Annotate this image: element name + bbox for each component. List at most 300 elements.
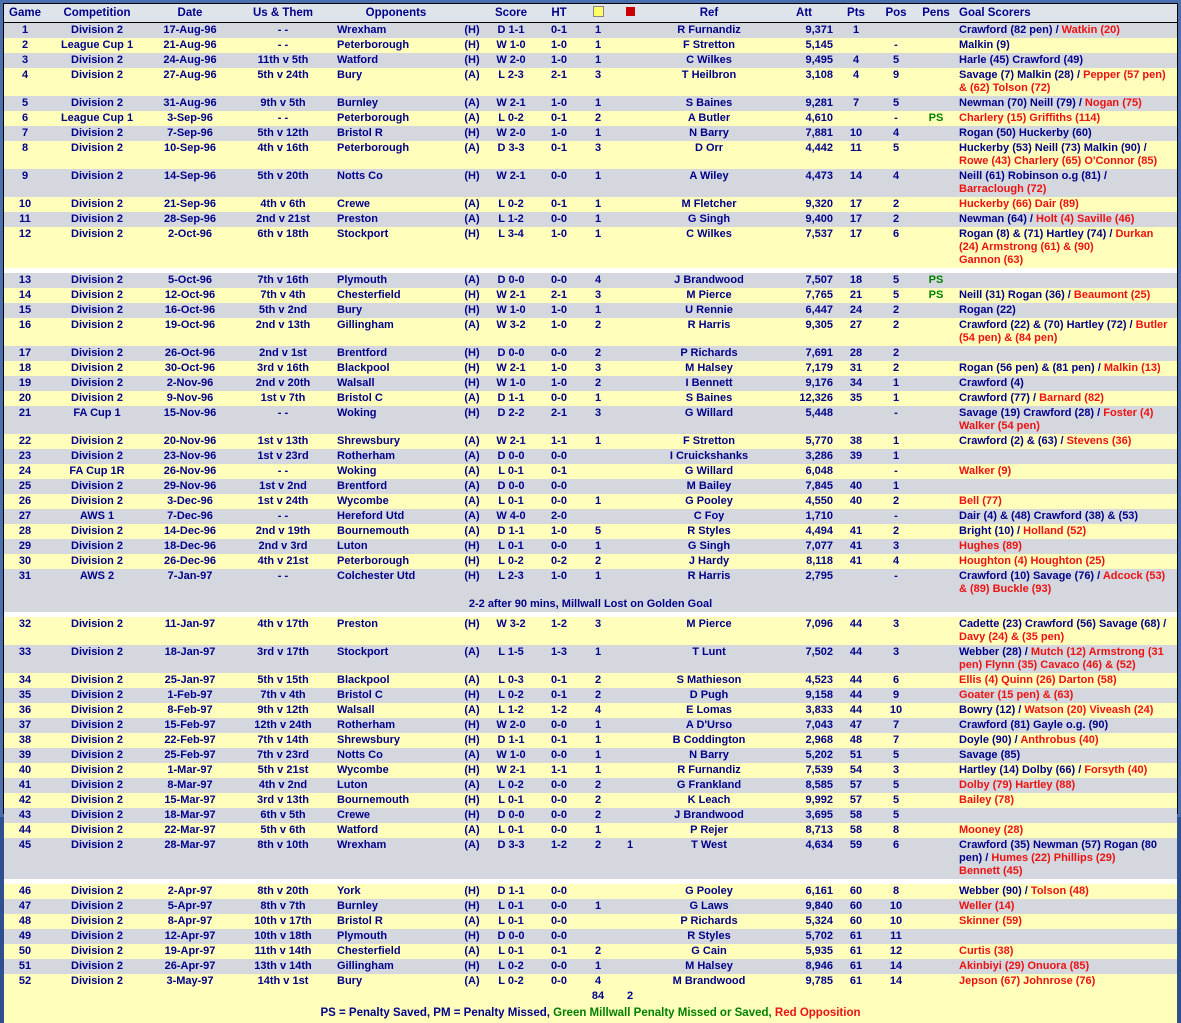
cell-home-away: (A) <box>458 197 486 212</box>
cell-yellow-cards: 1 <box>582 899 614 914</box>
cell-goal-scorers <box>956 346 1177 361</box>
table-row[interactable] <box>4 126 1177 141</box>
cell-home-away: (H) <box>458 53 486 68</box>
cell-score: L 2-3 <box>486 569 536 597</box>
cell-us-and-them: 7th v 4th <box>232 288 334 303</box>
cell-yellow-cards <box>582 914 614 929</box>
cell-score: L 0-1 <box>486 899 536 914</box>
table-row[interactable] <box>4 96 1177 111</box>
total-red-cards: 2 <box>614 989 646 1004</box>
cell-date: 19-Oct-96 <box>148 318 232 346</box>
cell-home-away: (H) <box>458 361 486 376</box>
cell-position: 8 <box>876 823 916 838</box>
cell-referee: J Hardy <box>646 554 772 569</box>
table-row[interactable] <box>4 688 1177 703</box>
cell-date: 8-Apr-97 <box>148 914 232 929</box>
cell-attendance: 9,495 <box>772 53 836 68</box>
cell-opponent: Bristol C <box>334 688 458 703</box>
cell-goal-scorers <box>956 944 1177 959</box>
cell-penalty-note <box>916 361 956 376</box>
cell-goal-scorers <box>956 509 1177 524</box>
table-row[interactable] <box>4 914 1177 929</box>
cell-goal-scorers <box>956 288 1177 303</box>
cell-goal-scorers <box>956 141 1177 169</box>
table-row[interactable] <box>4 617 1177 645</box>
table-row[interactable] <box>4 68 1177 96</box>
cell-home-away: (A) <box>458 838 486 879</box>
cell-score: L 1-5 <box>486 645 536 673</box>
cell-game: 40 <box>4 763 46 778</box>
cell-yellow-cards <box>582 929 614 944</box>
opposition-scorer: Anthrobus (40) <box>1018 734 1099 746</box>
cell-game: 21 <box>4 406 46 434</box>
table-row[interactable] <box>4 53 1177 68</box>
cell-score: D 0-0 <box>486 346 536 361</box>
cell-score: D 2-2 <box>486 406 536 434</box>
col-header-game[interactable]: Game <box>4 4 46 23</box>
cell-penalty-note <box>916 673 956 688</box>
cell-date: 3-Sep-96 <box>148 111 232 126</box>
cell-points: 4 <box>836 68 876 96</box>
cell-red-cards <box>614 449 646 464</box>
cell-home-away: (H) <box>458 554 486 569</box>
cell-goal-scorers <box>956 929 1177 944</box>
cell-yellow-cards <box>582 509 614 524</box>
cell-yellow-cards: 1 <box>582 53 614 68</box>
cell-referee: T West <box>646 838 772 879</box>
opposition-scorer: Holt (4) Saville (46) <box>1033 213 1134 225</box>
cell-red-cards <box>614 434 646 449</box>
millwall-scorer: Doyle (90) / <box>959 734 1018 746</box>
table-row[interactable] <box>4 733 1177 748</box>
cell-competition: Division 2 <box>46 96 148 111</box>
table-row[interactable] <box>4 227 1177 268</box>
cell-game: 50 <box>4 944 46 959</box>
cell-opponent: Chesterfield <box>334 944 458 959</box>
cell-date: 22-Mar-97 <box>148 823 232 838</box>
cell-us-and-them: 1st v 13th <box>232 434 334 449</box>
col-header-score[interactable]: Score <box>486 4 536 23</box>
cell-penalty-note <box>916 494 956 509</box>
cell-half-time: 0-0 <box>536 212 582 227</box>
cell-attendance: 9,305 <box>772 318 836 346</box>
table-row[interactable] <box>4 273 1177 288</box>
cell-date: 1-Feb-97 <box>148 688 232 703</box>
cell-yellow-cards: 1 <box>582 823 614 838</box>
cell-goal-scorers <box>956 688 1177 703</box>
table-row[interactable] <box>4 376 1177 391</box>
cell-opponent: Rotherham <box>334 449 458 464</box>
cell-us-and-them: - - <box>232 23 334 39</box>
cell-points: 28 <box>836 346 876 361</box>
opposition-scorer: Hughes (89) <box>959 540 1022 552</box>
cell-score: W 1-0 <box>486 303 536 318</box>
cell-opponent: Watford <box>334 823 458 838</box>
cell-competition: Division 2 <box>46 318 148 346</box>
cell-points: 44 <box>836 617 876 645</box>
cell-position: 6 <box>876 227 916 268</box>
cell-referee: I Bennett <box>646 376 772 391</box>
cell-competition: Division 2 <box>46 288 148 303</box>
cell-points: 61 <box>836 944 876 959</box>
total-filler <box>334 989 458 1004</box>
table-row[interactable] <box>4 944 1177 959</box>
cell-us-and-them: 1st v 24th <box>232 494 334 509</box>
cell-home-away: (A) <box>458 318 486 346</box>
cell-date: 7-Sep-96 <box>148 126 232 141</box>
table-row[interactable] <box>4 391 1177 406</box>
cell-game: 10 <box>4 197 46 212</box>
cell-half-time: 1-2 <box>536 838 582 879</box>
cell-game: 2 <box>4 38 46 53</box>
col-header-attendance[interactable]: Att <box>772 4 836 23</box>
opposition-scorer: Walker (9) <box>959 465 1011 477</box>
cell-referee: A Wiley <box>646 169 772 197</box>
cell-penalty-note <box>916 406 956 434</box>
opposition-scorer: Malkin (13) <box>1101 362 1161 374</box>
col-header-competition[interactable]: Competition <box>46 4 148 23</box>
cell-yellow-cards: 1 <box>582 227 614 268</box>
millwall-scorer: Crawford (35) Newman (57) Rogan (80 pen) / <box>959 839 1157 864</box>
cell-position: 10 <box>876 703 916 718</box>
cell-goal-scorers <box>956 361 1177 376</box>
cell-penalty-note <box>916 524 956 539</box>
cell-penalty-note <box>916 391 956 406</box>
cell-yellow-cards: 4 <box>582 703 614 718</box>
table-row[interactable] <box>4 169 1177 197</box>
table-row[interactable] <box>4 974 1177 989</box>
cell-red-cards <box>614 884 646 899</box>
cell-competition: Division 2 <box>46 884 148 899</box>
col-header-half-time[interactable]: HT <box>536 4 582 23</box>
opposition-scorer: Watkin (20) <box>1059 24 1120 36</box>
table-row[interactable] <box>4 823 1177 838</box>
cell-date: 21-Sep-96 <box>148 197 232 212</box>
cell-referee: M Pierce <box>646 288 772 303</box>
cell-goal-scorers <box>956 169 1177 197</box>
cell-position: 12 <box>876 944 916 959</box>
cell-points: 60 <box>836 899 876 914</box>
total-filler <box>772 989 836 1004</box>
cell-yellow-cards: 2 <box>582 778 614 793</box>
cell-score: W 2-1 <box>486 763 536 778</box>
table-row[interactable] <box>4 554 1177 569</box>
cell-yellow-cards: 1 <box>582 434 614 449</box>
cell-opponent: Walsall <box>334 703 458 718</box>
table-row[interactable] <box>4 464 1177 479</box>
cell-opponent: Burnley <box>334 96 458 111</box>
opposition-scorer: Akinbiyi (29) Onuora (85) <box>959 960 1089 972</box>
cell-date: 10-Sep-96 <box>148 141 232 169</box>
cell-opponent: Peterborough <box>334 38 458 53</box>
cell-position: 5 <box>876 96 916 111</box>
cell-us-and-them: 2nd v 3rd <box>232 539 334 554</box>
cell-home-away: (H) <box>458 288 486 303</box>
cell-score: L 0-2 <box>486 974 536 989</box>
cell-red-cards <box>614 273 646 288</box>
cell-opponent: Shrewsbury <box>334 434 458 449</box>
cell-date: 18-Mar-97 <box>148 808 232 823</box>
total-filler <box>836 989 876 1004</box>
cell-red-cards <box>614 479 646 494</box>
cell-goal-scorers <box>956 464 1177 479</box>
cell-points: 61 <box>836 974 876 989</box>
cell-opponent: Shrewsbury <box>334 733 458 748</box>
cell-date: 9-Nov-96 <box>148 391 232 406</box>
cell-competition: Division 2 <box>46 554 148 569</box>
millwall-scorer: Crawford (4) <box>959 377 1024 389</box>
cell-us-and-them: 5th v 6th <box>232 823 334 838</box>
col-header-opponents[interactable]: Opponents <box>334 4 458 23</box>
cell-position: 2 <box>876 494 916 509</box>
cell-attendance: 3,833 <box>772 703 836 718</box>
table-body <box>4 23 1177 1023</box>
cell-penalty-note <box>916 838 956 879</box>
col-header-date[interactable]: Date <box>148 4 232 23</box>
table-row[interactable] <box>4 959 1177 974</box>
millwall-scorer: Savage (19) Crawford (28) / <box>959 407 1100 419</box>
cell-opponent: Peterborough <box>334 554 458 569</box>
col-header-referee[interactable]: Ref <box>646 4 772 23</box>
cell-opponent: Rotherham <box>334 718 458 733</box>
cell-competition: Division 2 <box>46 494 148 509</box>
cell-game: 32 <box>4 617 46 645</box>
season-results-table-frame <box>3 3 1178 814</box>
total-yellow-cards: 84 <box>582 989 614 1004</box>
col-header-red-cards <box>614 4 646 23</box>
cell-points: 44 <box>836 645 876 673</box>
table-row[interactable] <box>4 449 1177 464</box>
cell-red-cards <box>614 406 646 434</box>
cell-game: 31 <box>4 569 46 597</box>
table-head <box>4 4 1177 23</box>
col-header-goal-scorers[interactable]: Goal Scorers <box>956 4 1177 23</box>
cell-us-and-them: 1st v 2nd <box>232 479 334 494</box>
cell-position: 1 <box>876 391 916 406</box>
cell-opponent: Woking <box>334 464 458 479</box>
cell-score: L 0-2 <box>486 688 536 703</box>
cell-yellow-cards: 2 <box>582 554 614 569</box>
millwall-scorer: Huckerby (53) Neill (73) Malkin (90) / <box>959 142 1147 154</box>
cell-attendance: 5,202 <box>772 748 836 763</box>
cell-home-away: (H) <box>458 793 486 808</box>
cell-game: 43 <box>4 808 46 823</box>
table-row[interactable] <box>4 197 1177 212</box>
cell-date: 18-Dec-96 <box>148 539 232 554</box>
cell-competition: FA Cup 1R <box>46 464 148 479</box>
col-header-position[interactable]: Pos <box>876 4 916 23</box>
table-row[interactable] <box>4 361 1177 376</box>
cell-referee: A Butler <box>646 111 772 126</box>
cell-game: 27 <box>4 509 46 524</box>
cell-date: 8-Feb-97 <box>148 703 232 718</box>
cell-red-cards <box>614 763 646 778</box>
table-row[interactable] <box>4 524 1177 539</box>
cell-referee: R Styles <box>646 929 772 944</box>
cell-game: 52 <box>4 974 46 989</box>
cell-goal-scorers <box>956 808 1177 823</box>
col-header-us-and-them[interactable]: Us & Them <box>232 4 334 23</box>
cell-score: W 2-1 <box>486 96 536 111</box>
legend-red-key: Red Opposition <box>775 1007 861 1019</box>
cell-competition: Division 2 <box>46 68 148 96</box>
millwall-scorer: Crawford (10) Savage (76) / <box>959 570 1100 582</box>
opposition-scorer: Foster (4) Walker (54 pen) <box>959 407 1153 432</box>
cell-half-time: 1-0 <box>536 524 582 539</box>
cell-red-cards <box>614 793 646 808</box>
cell-penalty-note <box>916 703 956 718</box>
cell-opponent: Stockport <box>334 227 458 268</box>
cell-game: 51 <box>4 959 46 974</box>
table-row[interactable] <box>4 141 1177 169</box>
cell-position: 2 <box>876 212 916 227</box>
cell-penalty-note <box>916 899 956 914</box>
cell-score: L 0-1 <box>486 793 536 808</box>
cell-position: - <box>876 464 916 479</box>
cell-us-and-them: 8th v 7th <box>232 899 334 914</box>
table-row[interactable] <box>4 748 1177 763</box>
cell-penalty-note <box>916 53 956 68</box>
table-row[interactable] <box>4 434 1177 449</box>
cell-competition: Division 2 <box>46 449 148 464</box>
cell-goal-scorers <box>956 884 1177 899</box>
table-row[interactable] <box>4 778 1177 793</box>
cell-score: W 4-0 <box>486 509 536 524</box>
table-row[interactable] <box>4 494 1177 509</box>
cell-half-time: 2-1 <box>536 288 582 303</box>
opposition-scorer: Goater (15 pen) & (63) <box>959 689 1073 701</box>
table-row[interactable] <box>4 569 1177 597</box>
cell-game: 7 <box>4 126 46 141</box>
cell-competition: Division 2 <box>46 391 148 406</box>
cell-us-and-them: - - <box>232 569 334 597</box>
cell-date: 25-Jan-97 <box>148 673 232 688</box>
table-row[interactable] <box>4 303 1177 318</box>
cell-home-away: (A) <box>458 748 486 763</box>
cell-us-and-them: 4th v 21st <box>232 554 334 569</box>
table-row[interactable] <box>4 929 1177 944</box>
cell-opponent: Plymouth <box>334 273 458 288</box>
table-row[interactable] <box>4 718 1177 733</box>
cell-referee: S Mathieson <box>646 673 772 688</box>
cell-red-cards <box>614 899 646 914</box>
cell-opponent: Bournemouth <box>334 524 458 539</box>
cell-goal-scorers <box>956 479 1177 494</box>
cell-goal-scorers <box>956 96 1177 111</box>
cell-opponent: Bury <box>334 974 458 989</box>
table-row[interactable] <box>4 406 1177 434</box>
cell-yellow-cards: 1 <box>582 38 614 53</box>
table-row[interactable] <box>4 899 1177 914</box>
cell-half-time: 0-0 <box>536 494 582 509</box>
table-row[interactable] <box>4 479 1177 494</box>
col-header-points[interactable]: Pts <box>836 4 876 23</box>
table-row[interactable] <box>4 509 1177 524</box>
table-row[interactable] <box>4 645 1177 673</box>
cell-penalty-note: PS <box>916 273 956 288</box>
opposition-scorer: Dolby (79) Hartley (88) <box>959 779 1075 791</box>
table-row[interactable] <box>4 288 1177 303</box>
cell-us-and-them: 13th v 14th <box>232 959 334 974</box>
table-row[interactable] <box>4 111 1177 126</box>
cell-home-away: (A) <box>458 974 486 989</box>
cell-position: - <box>876 406 916 434</box>
cell-penalty-note <box>916 346 956 361</box>
cell-attendance: 7,845 <box>772 479 836 494</box>
cell-home-away: (H) <box>458 303 486 318</box>
cell-date: 20-Nov-96 <box>148 434 232 449</box>
cell-points: 17 <box>836 212 876 227</box>
cell-competition: Division 2 <box>46 361 148 376</box>
table-row[interactable] <box>4 318 1177 346</box>
cell-competition: Division 2 <box>46 126 148 141</box>
cell-penalty-note <box>916 197 956 212</box>
cell-attendance: 2,968 <box>772 733 836 748</box>
cell-date: 23-Nov-96 <box>148 449 232 464</box>
cell-yellow-cards: 2 <box>582 944 614 959</box>
cell-game: 42 <box>4 793 46 808</box>
cell-us-and-them: - - <box>232 38 334 53</box>
table-row[interactable] <box>4 703 1177 718</box>
cell-game: 37 <box>4 718 46 733</box>
cell-points: 38 <box>836 434 876 449</box>
table-row[interactable] <box>4 884 1177 899</box>
cell-yellow-cards: 1 <box>582 763 614 778</box>
table-row[interactable] <box>4 539 1177 554</box>
cell-referee: P Rejer <box>646 823 772 838</box>
table-row[interactable] <box>4 212 1177 227</box>
cell-red-cards <box>614 748 646 763</box>
cell-attendance: 5,935 <box>772 944 836 959</box>
table-row[interactable] <box>4 346 1177 361</box>
cell-game: 23 <box>4 449 46 464</box>
cell-competition: AWS 1 <box>46 509 148 524</box>
table-row[interactable] <box>4 763 1177 778</box>
table-row[interactable] <box>4 23 1177 39</box>
table-row[interactable] <box>4 673 1177 688</box>
table-row[interactable] <box>4 793 1177 808</box>
cell-red-cards <box>614 23 646 39</box>
cell-date: 8-Mar-97 <box>148 778 232 793</box>
legend-text <box>4 1004 1177 1023</box>
cell-goal-scorers <box>956 617 1177 645</box>
cell-half-time: 1-0 <box>536 96 582 111</box>
cell-yellow-cards: 3 <box>582 141 614 169</box>
col-header-penalties[interactable]: Pens <box>916 4 956 23</box>
cell-referee: I Cruickshanks <box>646 449 772 464</box>
table-row[interactable] <box>4 808 1177 823</box>
cell-game: 30 <box>4 554 46 569</box>
cell-us-and-them: 2nd v 19th <box>232 524 334 539</box>
cell-penalty-note <box>916 434 956 449</box>
cell-half-time: 0-0 <box>536 959 582 974</box>
cell-yellow-cards <box>582 884 614 899</box>
cell-referee: G Singh <box>646 212 772 227</box>
cell-penalty-note <box>916 318 956 346</box>
cell-opponent: Stockport <box>334 645 458 673</box>
opposition-scorer: Bailey (78) <box>959 794 1014 806</box>
cell-referee: M Bailey <box>646 479 772 494</box>
cell-red-cards <box>614 733 646 748</box>
opposition-scorer: Houghton (4) Houghton (25) <box>959 555 1105 567</box>
cell-red-cards <box>614 376 646 391</box>
cell-home-away: (H) <box>458 733 486 748</box>
cell-position: 2 <box>876 318 916 346</box>
table-row[interactable] <box>4 38 1177 53</box>
cell-date: 26-Oct-96 <box>148 346 232 361</box>
table-row[interactable] <box>4 838 1177 879</box>
opposition-scorer: Skinner (59) <box>959 915 1022 927</box>
